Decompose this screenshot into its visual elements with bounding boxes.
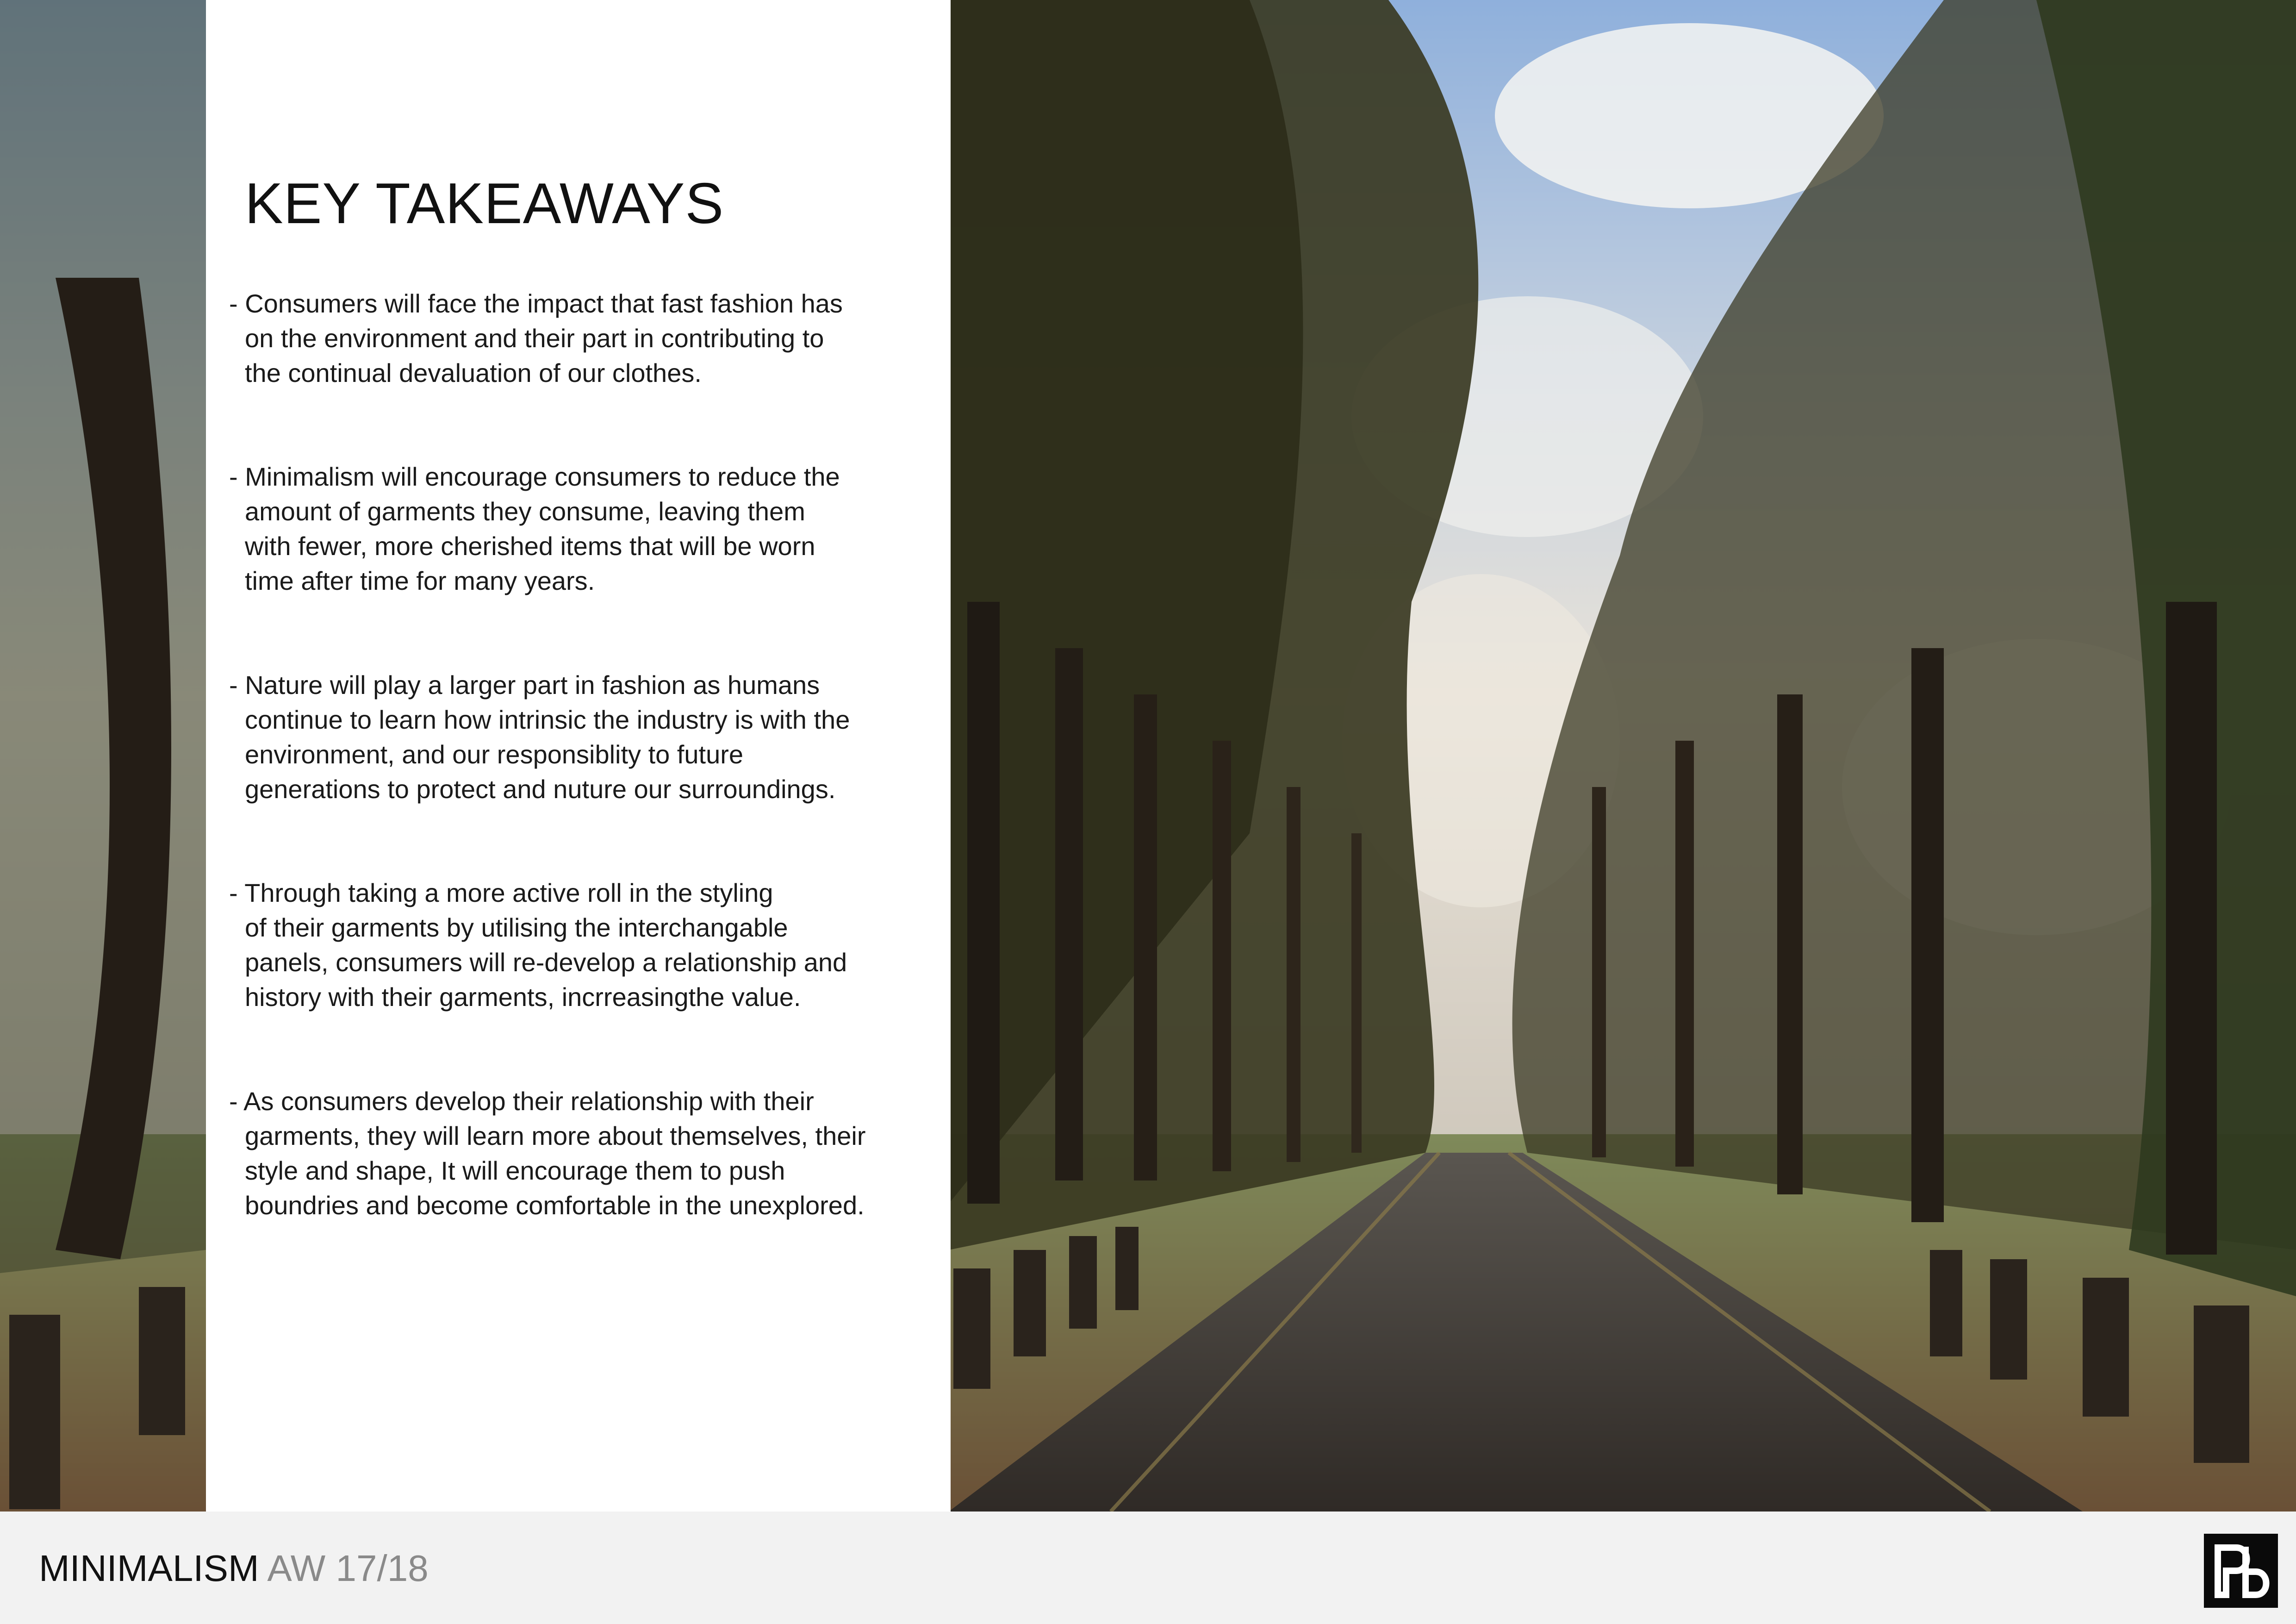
takeaway-line: - Through taking a more active roll in the styling — [229, 878, 773, 907]
season-label: AW 17/18 — [267, 1548, 429, 1589]
takeaway-line: on the environment and their part in contributing to — [245, 324, 824, 353]
collection-title — [39, 1548, 429, 1589]
takeaway-line: panels, consumers will re-develop a relationship and — [245, 948, 847, 977]
takeaway-line: time after time for many years. — [245, 566, 595, 595]
takeaway-line: with fewer, more cherished items that will be worn — [245, 531, 815, 561]
takeaway-line: - Consumers will face the impact that fast fashion has — [229, 289, 843, 318]
takeaway-line: boundries and become comfortable in the unexplored. — [245, 1191, 865, 1220]
takeaway-line: the continual devaluation of our clothes. — [245, 358, 702, 387]
takeaway-line: - As consumers develop their relationship with their — [229, 1087, 814, 1116]
takeaway-item — [229, 286, 937, 390]
takeaway-line: style and shape, It will encourage them to push — [245, 1156, 785, 1185]
key-takeaways-panel — [206, 0, 951, 1512]
takeaway-line: of their garments by utilising the interchangable — [245, 913, 788, 942]
page-title: KEY TAKEAWAYS — [245, 172, 724, 236]
takeaway-line: continue to learn how intrinsic the industry is with the — [245, 705, 850, 734]
takeaway-item — [229, 668, 937, 806]
footer-bar — [0, 1512, 2296, 1624]
takeaway-line: environment, and our responsiblity to future — [245, 740, 744, 769]
takeaway-line: - Minimalism will encourage consumers to reduce the — [229, 462, 840, 491]
takeaway-item — [229, 1084, 937, 1223]
takeaway-item — [229, 459, 937, 598]
takeaway-line: history with their garments, incrreasingthe value. — [245, 982, 801, 1012]
takeaway-line: - Nature will play a larger part in fashion as humans — [229, 670, 820, 700]
takeaway-item — [229, 875, 937, 1014]
takeaway-line: garments, they will learn more about themselves, their — [245, 1121, 866, 1150]
pb-monogram-logo-icon — [2204, 1534, 2278, 1608]
takeaway-line: amount of garments they consume, leaving them — [245, 497, 805, 526]
takeaway-line: generations to protect and nuture our surroundings. — [245, 775, 836, 804]
collection-name: MINIMALISM — [39, 1548, 259, 1589]
